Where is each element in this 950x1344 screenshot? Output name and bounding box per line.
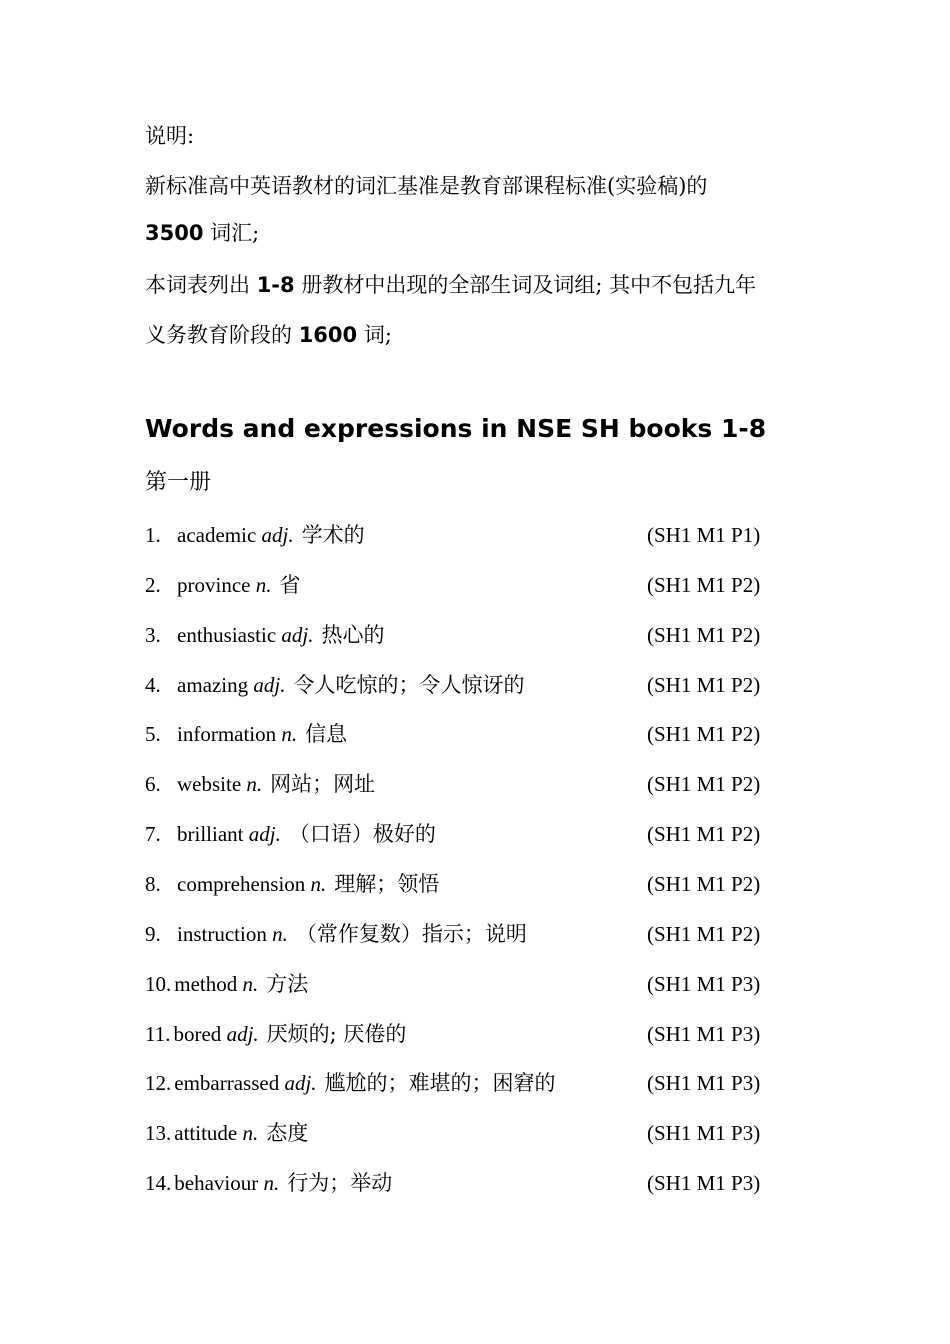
entry-word: attitude xyxy=(174,1121,238,1145)
notes-line-1 xyxy=(145,172,707,200)
entry-meaning: 令人吃惊的；令人惊讶的 xyxy=(293,673,525,697)
notes-line-1-text: 新标准高中英语教材的词汇基准是教育部课程标准(实验稿)的 xyxy=(145,174,708,198)
entry-part-of-speech: n. xyxy=(246,772,263,796)
list-item xyxy=(145,819,785,849)
entry-word: method xyxy=(174,972,238,996)
entry-word: brilliant xyxy=(177,822,244,846)
excluded-word-count: 1600 xyxy=(298,323,358,347)
list-item xyxy=(145,969,785,999)
list-item xyxy=(145,1019,785,1049)
entry-word: information xyxy=(177,722,277,746)
notes-line-2-text: 词汇; xyxy=(203,221,260,245)
entry-meaning: 尴尬的；难堪的；困窘的 xyxy=(324,1071,556,1095)
entry-part-of-speech: n. xyxy=(281,722,298,746)
notes-line-2 xyxy=(145,219,259,247)
entry-reference: (SH1 M1 P2) xyxy=(647,673,761,697)
list-item xyxy=(145,1068,785,1098)
entry-reference: (SH1 M1 P2) xyxy=(647,822,761,846)
entry-reference: (SH1 M1 P3) xyxy=(647,1121,761,1145)
vocabulary-count: 3500 xyxy=(145,221,204,245)
notes-line-4-text-c: 词; xyxy=(357,323,392,347)
entry-number: 12. xyxy=(145,1071,172,1095)
entry-part-of-speech: adj. xyxy=(261,523,294,547)
entry-number: 4. xyxy=(145,673,161,697)
entry-word: bored xyxy=(173,1022,222,1046)
entry-reference: (SH1 M1 P2) xyxy=(647,722,761,746)
notes-line-3-text-c: 册教材中出现的全部生词及词组; 其中不包括九年 xyxy=(294,273,757,297)
entry-reference: (SH1 M1 P3) xyxy=(647,972,761,996)
entry-meaning: 学术的 xyxy=(301,523,365,547)
entry-word: province xyxy=(177,573,251,597)
entry-reference: (SH1 M1 P1) xyxy=(647,523,761,547)
list-item xyxy=(145,670,785,700)
entry-word: embarrassed xyxy=(174,1071,280,1095)
entry-number: 6. xyxy=(145,772,161,796)
entry-part-of-speech: n. xyxy=(242,972,259,996)
entry-word: academic xyxy=(177,523,257,547)
list-item xyxy=(145,1118,785,1148)
book-range: 1-8 xyxy=(256,273,295,297)
notes-title xyxy=(145,122,194,150)
entry-number: 2. xyxy=(145,573,161,597)
entry-reference: (SH1 M1 P2) xyxy=(647,922,761,946)
entry-reference: (SH1 M1 P3) xyxy=(647,1171,761,1195)
book-label: 第一册 xyxy=(145,470,212,495)
entry-reference: (SH1 M1 P2) xyxy=(647,573,761,597)
entry-word: instruction xyxy=(177,922,267,946)
entry-part-of-speech: adj. xyxy=(253,673,286,697)
entry-part-of-speech: n. xyxy=(263,1171,280,1195)
entry-meaning: 厌烦的; 厌倦的 xyxy=(266,1022,407,1046)
list-item xyxy=(145,1168,785,1198)
entry-number: 8. xyxy=(145,872,161,896)
entry-part-of-speech: adj. xyxy=(248,822,281,846)
entry-number: 3. xyxy=(145,623,161,647)
entry-part-of-speech: adj. xyxy=(226,1022,259,1046)
entry-reference: (SH1 M1 P2) xyxy=(647,872,761,896)
entry-reference: (SH1 M1 P2) xyxy=(647,772,761,796)
list-item xyxy=(145,620,785,650)
entry-reference: (SH1 M1 P3) xyxy=(647,1071,761,1095)
entry-word: amazing xyxy=(177,673,249,697)
entry-part-of-speech: adj. xyxy=(281,623,314,647)
notes-line-3-text-a: 本词表列出 xyxy=(145,273,257,297)
list-item xyxy=(145,769,785,799)
entry-meaning: 省 xyxy=(279,573,301,597)
entry-word: website xyxy=(177,772,242,796)
notes-line-4 xyxy=(145,321,392,349)
entry-word: behaviour xyxy=(174,1171,259,1195)
entry-meaning: 网站；网址 xyxy=(270,772,376,796)
entry-number: 5. xyxy=(145,722,161,746)
entry-meaning: （口语）极好的 xyxy=(288,822,436,846)
list-item xyxy=(145,570,785,600)
entry-number: 10. xyxy=(145,972,172,996)
entry-part-of-speech: n. xyxy=(242,1121,259,1145)
entry-meaning: 方法 xyxy=(266,972,309,996)
notes-line-4-text-a: 义务教育阶段的 xyxy=(145,323,299,347)
entry-meaning: 态度 xyxy=(266,1121,309,1145)
entry-part-of-speech: n. xyxy=(310,872,327,896)
list-item xyxy=(145,719,785,749)
section-heading: Words and expressions in NSE SH books 1-8 xyxy=(145,414,767,443)
entry-meaning: 信息 xyxy=(305,722,348,746)
entry-part-of-speech: n. xyxy=(255,573,272,597)
notes-line-3 xyxy=(145,271,756,299)
list-item xyxy=(145,869,785,899)
entry-meaning: 理解；领悟 xyxy=(334,872,440,896)
entry-part-of-speech: n. xyxy=(272,922,288,946)
list-item xyxy=(145,520,785,550)
entry-meaning: （常作复数）指示；说明 xyxy=(295,922,527,946)
entry-number: 7. xyxy=(145,822,161,846)
notes-title-text: 说明: xyxy=(145,124,195,148)
entry-number: 11. xyxy=(145,1022,171,1046)
entry-meaning: 行为；举动 xyxy=(287,1171,393,1195)
entry-word: enthusiastic xyxy=(177,623,277,647)
list-item xyxy=(145,919,785,949)
entry-number: 1. xyxy=(145,523,161,547)
entry-meaning: 热心的 xyxy=(321,623,385,647)
entry-number: 14. xyxy=(145,1171,172,1195)
entry-number: 9. xyxy=(145,922,161,946)
entry-reference: (SH1 M1 P3) xyxy=(647,1022,761,1046)
entry-part-of-speech: adj. xyxy=(284,1071,317,1095)
entry-reference: (SH1 M1 P2) xyxy=(647,623,761,647)
entry-number: 13. xyxy=(145,1121,172,1145)
entry-word: comprehension xyxy=(177,872,306,896)
